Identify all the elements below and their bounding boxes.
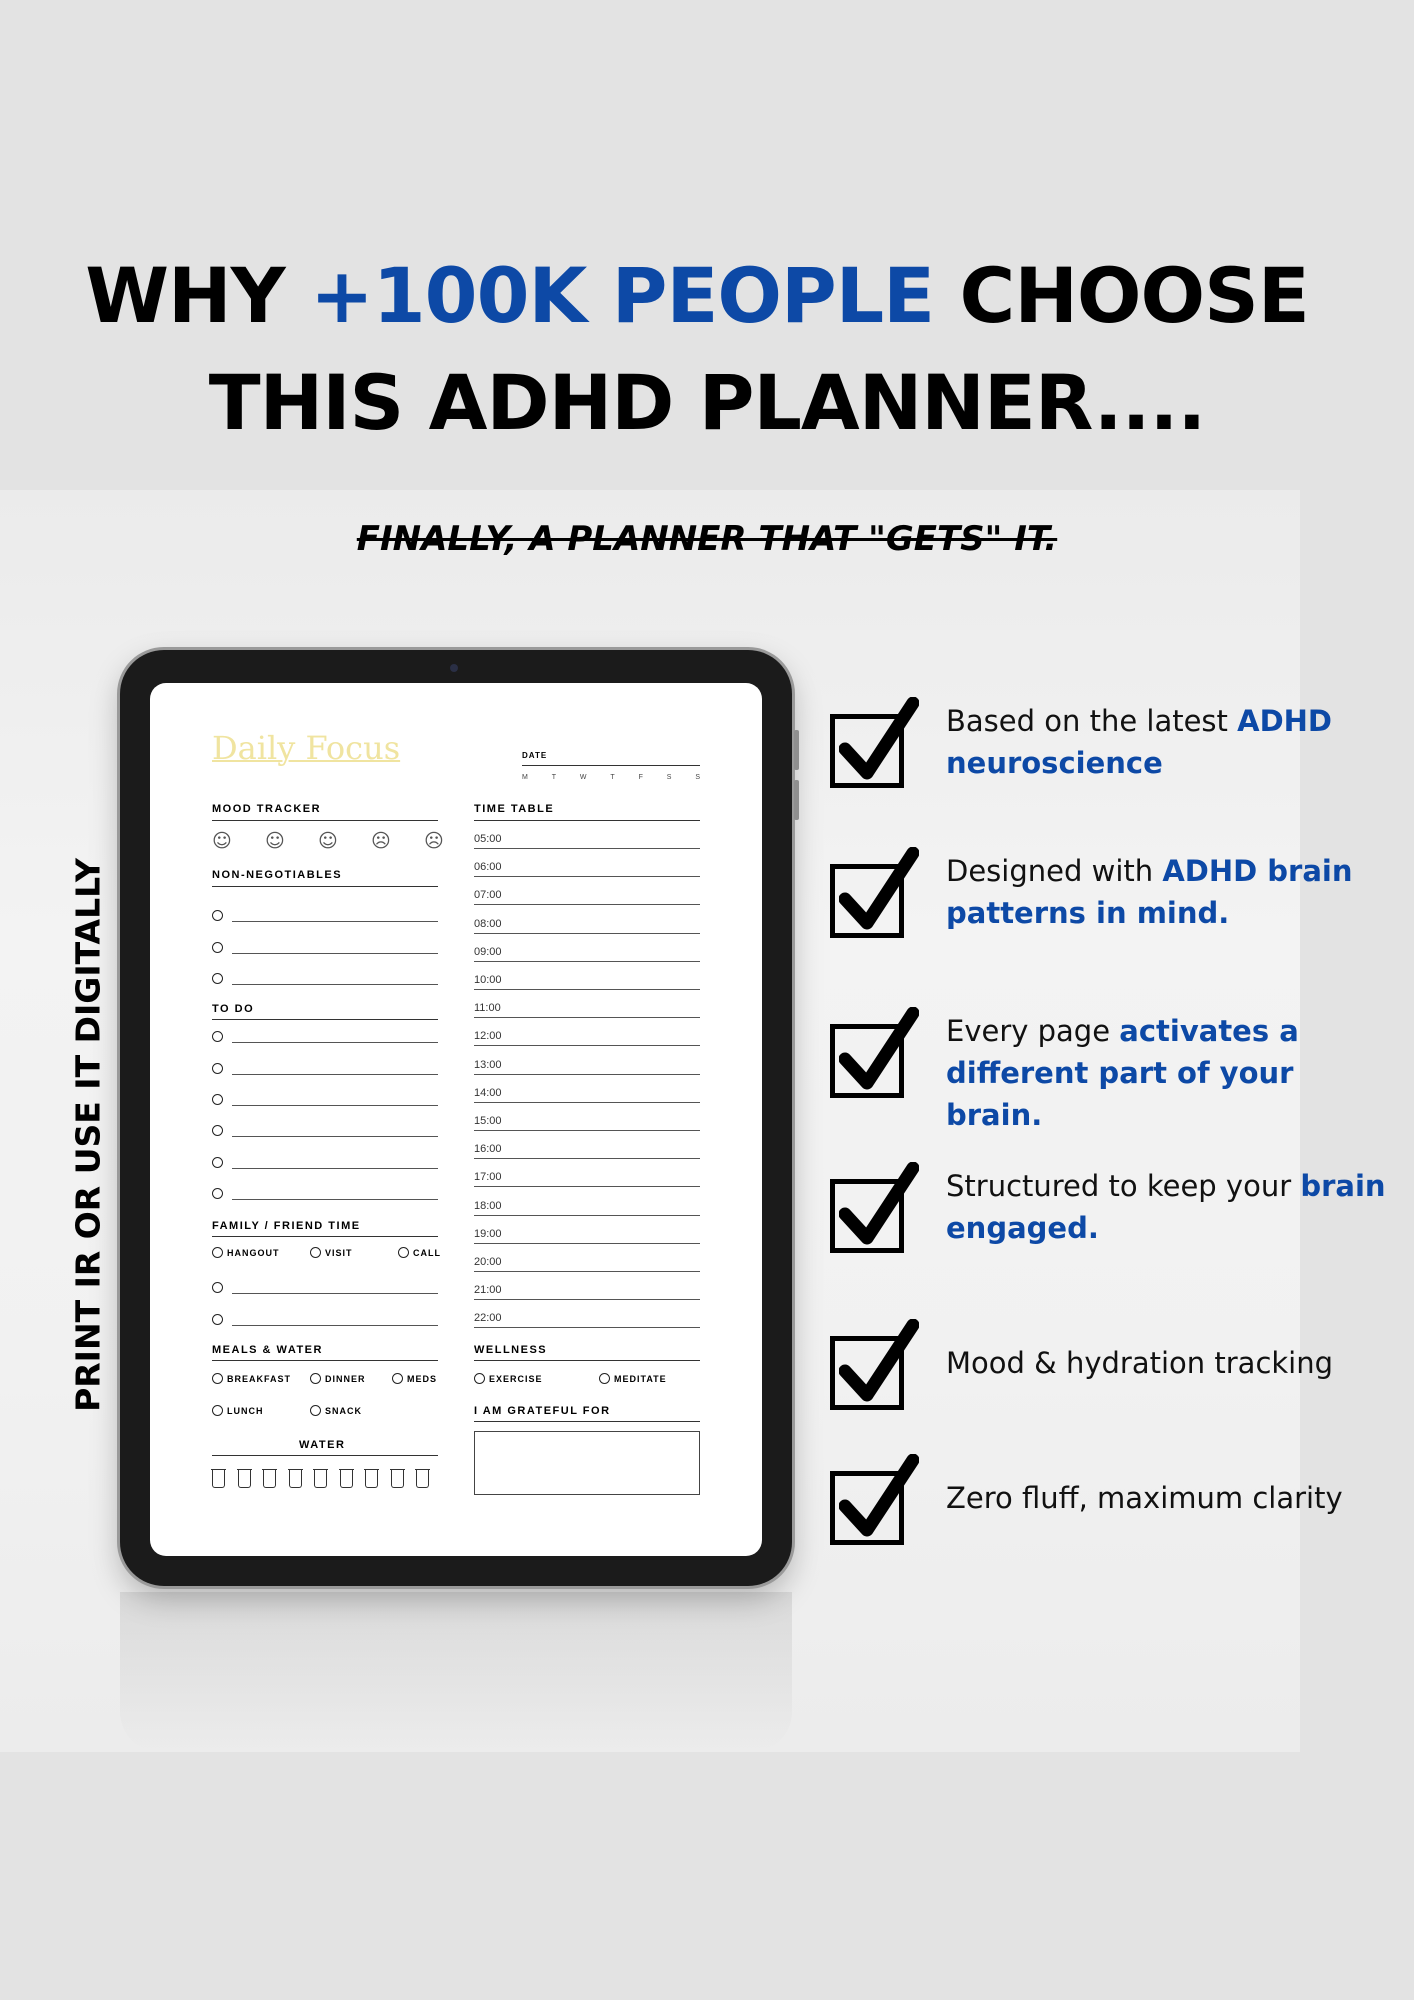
time-slot-line[interactable]: [474, 1186, 700, 1187]
checkbox-icon: [830, 1336, 904, 1410]
benefit-highlight-text: ADHD neuroscience: [946, 704, 1332, 780]
headline-post: CHOOSE: [934, 251, 1309, 340]
time-slot-line[interactable]: [474, 1158, 700, 1159]
checkbox-circle[interactable]: [212, 942, 223, 953]
time-slot-line[interactable]: [474, 1271, 700, 1272]
write-line[interactable]: [232, 921, 438, 922]
weekday-label: M: [522, 774, 528, 781]
planner-title: Daily Focus: [212, 729, 401, 767]
planner-page: [150, 683, 762, 1556]
benefit-plain-text: Mood & hydration tracking: [946, 1346, 1334, 1380]
time-slot-label: 17:00: [474, 1171, 502, 1184]
divider: [474, 1421, 700, 1422]
mood-tracker-label: MOOD TRACKER: [212, 803, 322, 815]
checkbox-circle[interactable]: [212, 1157, 223, 1168]
water-cup-icon[interactable]: [365, 1469, 378, 1488]
time-slot-label: 05:00: [474, 833, 502, 845]
divider: [212, 1455, 438, 1456]
divider: [212, 1360, 438, 1361]
checkbox-circle[interactable]: [212, 1314, 223, 1325]
option-label: EXERCISE: [489, 1374, 543, 1384]
option-label: BREAKFAST: [227, 1374, 292, 1384]
write-line[interactable]: [232, 984, 438, 985]
family-label: FAMILY / FRIEND TIME: [212, 1220, 361, 1232]
checkbox-circle[interactable]: [212, 1282, 223, 1293]
option-circle[interactable]: [398, 1247, 409, 1258]
divider: [212, 886, 438, 887]
happy-icon[interactable]: ☺: [318, 830, 338, 852]
time-slot-line[interactable]: [474, 848, 700, 849]
time-slot-label: 19:00: [474, 1227, 502, 1240]
write-line[interactable]: [232, 1105, 438, 1106]
option-label: VISIT: [325, 1248, 353, 1258]
time-slot-label: 18:00: [474, 1199, 502, 1212]
benefit-text: [946, 1010, 1386, 1136]
checkbox-icon: [830, 1471, 904, 1545]
time-slot-label: 10:00: [474, 974, 502, 986]
headline-line-2: THIS ADHD PLANNER....: [208, 358, 1206, 447]
water-cup-icon[interactable]: [212, 1469, 225, 1488]
headline-line-1: [0, 251, 1404, 340]
water-cup-icon[interactable]: [340, 1469, 353, 1488]
date-label: DATE: [522, 751, 548, 760]
divider: [212, 1019, 438, 1020]
benefit-highlight-text: brain engaged.: [946, 1169, 1386, 1245]
water-cup-icon[interactable]: [391, 1469, 404, 1488]
time-slot-label: 14:00: [474, 1086, 502, 1099]
benefit-plain-text: Designed with: [946, 854, 1163, 888]
option-label: MEDITATE: [614, 1374, 667, 1384]
side-button: [794, 730, 799, 770]
time-slot-line[interactable]: [474, 876, 700, 877]
checkbox-circle[interactable]: [212, 1031, 223, 1042]
grateful-label: I AM GRATEFUL FOR: [474, 1405, 611, 1417]
time-slot-line[interactable]: [474, 933, 700, 934]
weekday-label: F: [638, 774, 643, 781]
checkbox-icon: [830, 714, 904, 788]
tablet-device: [120, 650, 792, 1586]
checkbox-icon: [830, 1179, 904, 1253]
vertical-caption: PRINT IR OR USE IT DIGITALLY: [68, 858, 108, 1412]
time-slot-line[interactable]: [474, 1102, 700, 1103]
subheadline: FINALLY, A PLANNER THAT "GETS" IT.: [356, 519, 1058, 559]
time-slot-line[interactable]: [474, 1130, 700, 1131]
checkbox-icon: [830, 864, 904, 938]
benefit-text: [946, 850, 1386, 934]
time-slot-label: 11:00: [474, 1002, 501, 1015]
time-slot-line[interactable]: [474, 961, 700, 962]
time-slot-line[interactable]: [474, 1299, 700, 1300]
benefit-text: [946, 1342, 1386, 1384]
benefit-plain-text: Structured to keep your: [946, 1169, 1301, 1203]
time-slot-line[interactable]: [474, 989, 700, 990]
tired-icon[interactable]: ☹: [424, 830, 444, 852]
time-slot-line[interactable]: [474, 1017, 700, 1018]
divider: [212, 1236, 438, 1237]
time-slot-label: 22:00: [474, 1312, 502, 1325]
option-circle[interactable]: [599, 1373, 610, 1384]
checkbox-circle[interactable]: [212, 1094, 223, 1105]
time-slot-label: 07:00: [474, 889, 502, 902]
time-slot-label: 15:00: [474, 1115, 502, 1127]
option-label: HANGOUT: [227, 1248, 280, 1258]
write-line[interactable]: [232, 1293, 438, 1294]
water-cup-icon[interactable]: [263, 1469, 276, 1488]
date-line: [522, 765, 700, 766]
water-cup-icon[interactable]: [314, 1469, 327, 1488]
water-cup-icon[interactable]: [289, 1469, 302, 1488]
wellness-label: WELLNESS: [474, 1344, 548, 1356]
time-slot-label: 12:00: [474, 1030, 502, 1043]
non-negotiables-label: NON-NEGOTIABLES: [212, 869, 343, 881]
water-cup-icon[interactable]: [416, 1469, 429, 1488]
headline-accent: +100K PEOPLE: [310, 251, 935, 340]
benefit-highlight-text: ADHD brain patterns in mind.: [946, 854, 1353, 930]
smile-icon[interactable]: ☺: [212, 830, 232, 852]
weekday-label: T: [610, 774, 615, 781]
checkbox-circle[interactable]: [212, 910, 223, 921]
write-line[interactable]: [232, 1199, 438, 1200]
time-slot-line[interactable]: [474, 904, 700, 905]
weekday-row: [522, 774, 700, 781]
time-slot-label: 13:00: [474, 1058, 502, 1071]
write-line[interactable]: [232, 1325, 438, 1326]
benefit-text: [946, 1165, 1386, 1249]
option-circle[interactable]: [212, 1405, 223, 1416]
divider: [474, 820, 700, 821]
option-label: DINNER: [325, 1374, 366, 1384]
option-label: CALL: [413, 1248, 441, 1258]
weekday-label: W: [579, 774, 587, 781]
option-label: LUNCH: [227, 1406, 264, 1416]
option-circle[interactable]: [310, 1373, 321, 1384]
tablet-reflection: [120, 1592, 792, 1752]
todo-label: TO DO: [212, 1003, 255, 1015]
sad-icon[interactable]: ☹: [371, 830, 391, 852]
benefit-text: [946, 1477, 1386, 1519]
laugh-icon[interactable]: ☺: [265, 830, 285, 852]
write-line[interactable]: [232, 1136, 438, 1137]
checkbox-circle[interactable]: [212, 1063, 223, 1074]
time-slot-line[interactable]: [474, 1243, 700, 1244]
write-line[interactable]: [232, 1042, 438, 1043]
time-slot-line[interactable]: [474, 1074, 700, 1075]
benefit-plain-text: Every page: [946, 1014, 1120, 1048]
time-slot-line[interactable]: [474, 1045, 700, 1046]
checkbox-circle[interactable]: [212, 1188, 223, 1199]
benefit-plain-text: Zero fluff, maximum clarity: [946, 1481, 1343, 1515]
option-circle[interactable]: [310, 1247, 321, 1258]
time-slot-label: 08:00: [474, 917, 502, 930]
weekday-label: S: [695, 774, 700, 781]
divider: [474, 1360, 700, 1361]
timetable-label: TIME TABLE: [474, 803, 555, 815]
weekday-label: T: [551, 774, 557, 781]
option-circle[interactable]: [310, 1405, 321, 1416]
time-slot-line[interactable]: [474, 1327, 700, 1328]
weekday-label: S: [666, 774, 672, 781]
option-circle[interactable]: [212, 1373, 223, 1384]
time-slot-label: 09:00: [474, 945, 502, 958]
time-slot-label: 21:00: [474, 1284, 502, 1297]
checkbox-circle[interactable]: [212, 1125, 223, 1136]
headline-pre: WHY: [85, 251, 311, 340]
benefit-highlight-text: activates a different part of your brain.: [946, 1014, 1299, 1132]
option-circle[interactable]: [212, 1247, 223, 1258]
write-line[interactable]: [232, 1168, 438, 1169]
water-cup-icon[interactable]: [238, 1469, 251, 1488]
benefit-plain-text: Based on the latest: [946, 704, 1238, 738]
checkbox-icon: [830, 1024, 904, 1098]
time-slot-label: 20:00: [474, 1256, 502, 1268]
option-circle[interactable]: [392, 1373, 403, 1384]
water-label: WATER: [299, 1439, 346, 1451]
option-circle[interactable]: [474, 1373, 485, 1384]
time-slot-line[interactable]: [474, 1215, 700, 1216]
time-slot-label: 16:00: [474, 1143, 502, 1156]
side-button: [794, 780, 799, 820]
benefit-text: [946, 700, 1386, 784]
option-label: SNACK: [325, 1406, 363, 1416]
write-line[interactable]: [232, 1074, 438, 1075]
checkbox-circle[interactable]: [212, 973, 223, 984]
meals-label: MEALS & WATER: [212, 1344, 323, 1356]
grateful-input-box[interactable]: [474, 1431, 700, 1495]
camera-icon: [450, 664, 458, 672]
divider: [212, 820, 438, 821]
time-slot-label: 06:00: [474, 861, 502, 874]
option-label: MEDS: [407, 1374, 438, 1384]
write-line[interactable]: [232, 953, 438, 954]
